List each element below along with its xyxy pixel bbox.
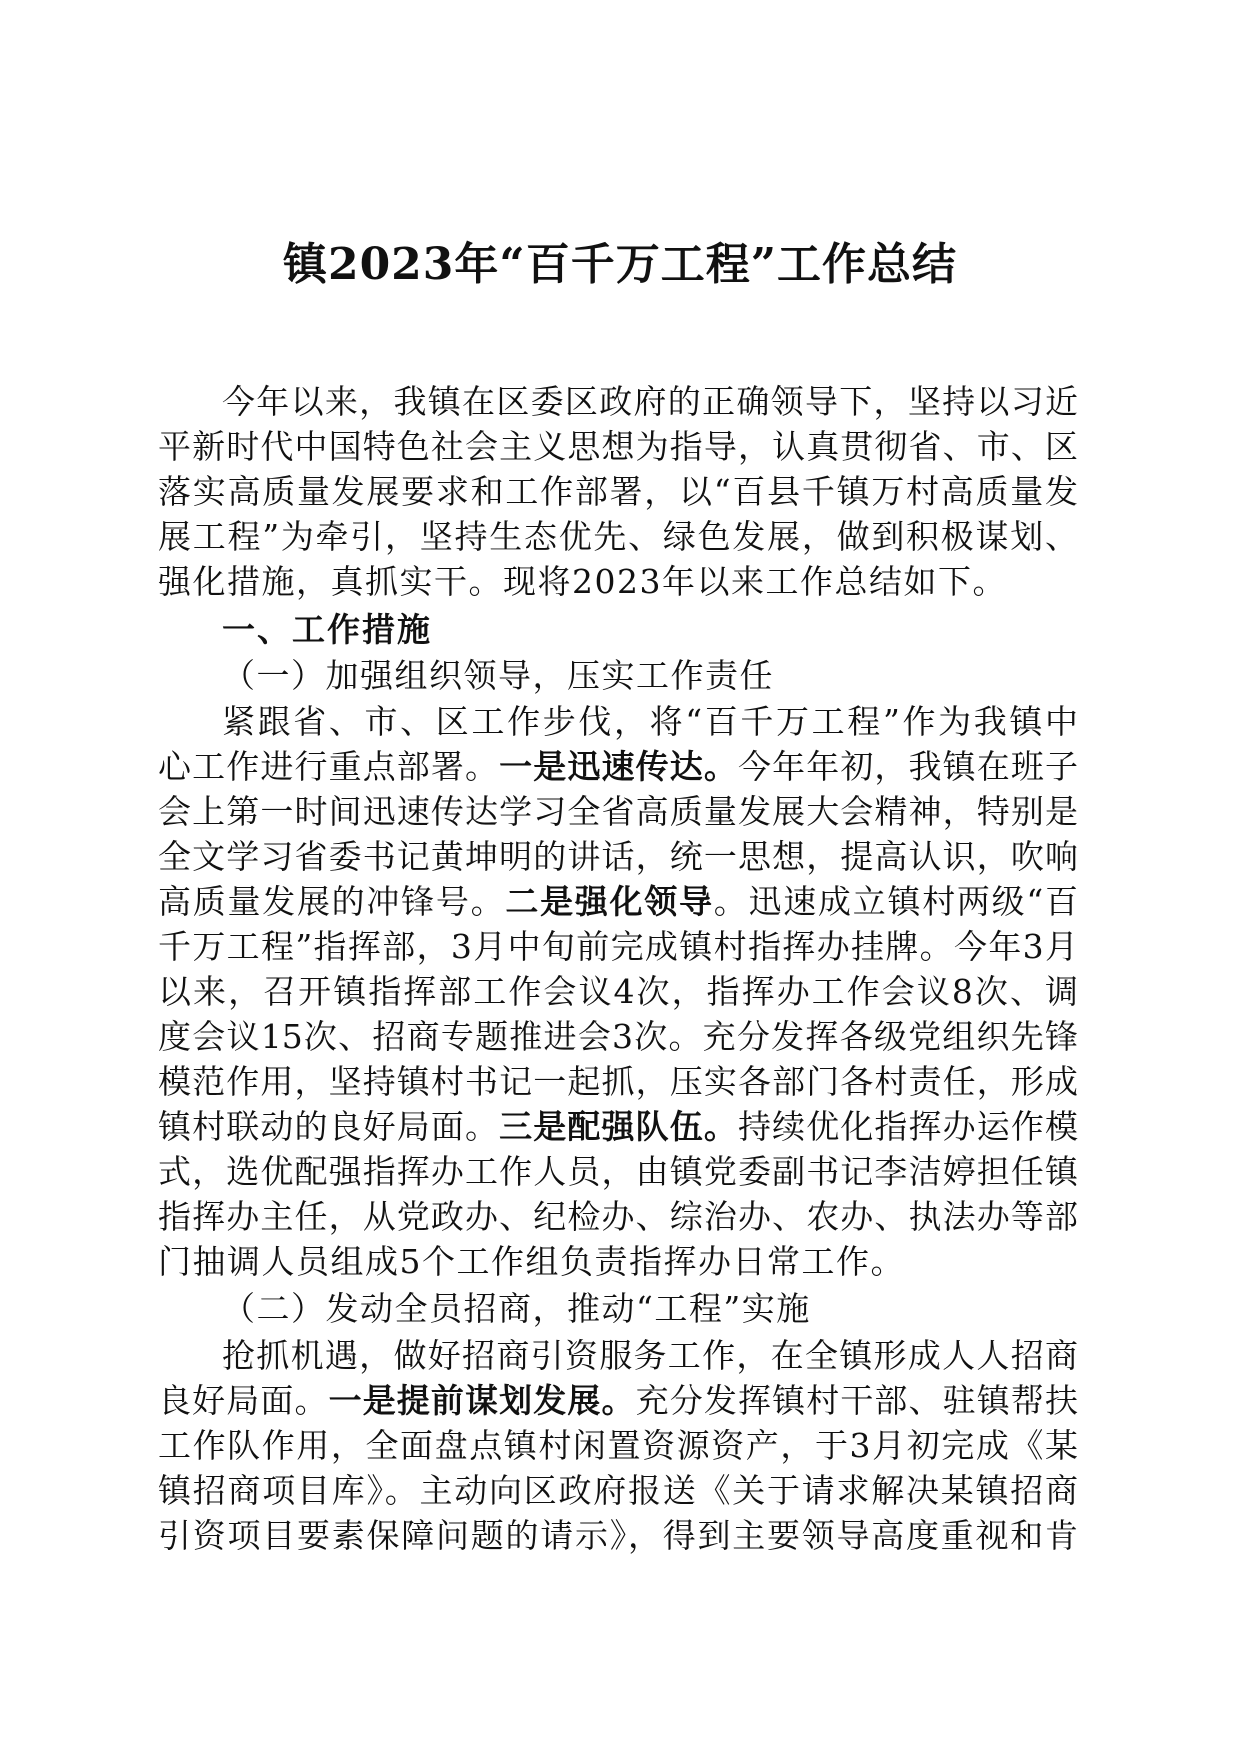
intro-line: 落实高质量发展要求和工作部署，以“百县千镇万村高质量发	[158, 472, 1078, 511]
intro-line: 展工程”为牵引，坚持生态优先、绿色发展，做到积极谋划、	[158, 517, 1078, 556]
paragraph-line	[158, 746, 1078, 788]
paragraph-line: 度会议15次、招商专题推进会3次。充分发挥各级党组织先锋	[158, 1017, 1078, 1056]
page-title: 镇2023年“百千万工程”工作总结	[282, 239, 958, 290]
paragraph-line: 全文学习省委书记黄坤明的讲话，统一思想，提高认识，吹响	[158, 837, 1078, 876]
paragraph-line	[158, 881, 1078, 923]
text-run: 今年年初，我镇在班子	[737, 747, 1079, 786]
bold-keyword: 一是提前谋划发展。	[328, 1381, 636, 1420]
subsection-heading: （一）加强组织领导，压实工作责任	[222, 656, 774, 695]
bold-keyword: 二是强化领导	[505, 882, 714, 921]
paragraph-line: 千万工程”指挥部，3月中旬前完成镇村指挥办挂牌。今年3月	[158, 927, 1078, 966]
text-run: 持续优化指挥办运作模	[737, 1107, 1079, 1146]
text-run: 充分发挥镇村干部、驻镇帮扶	[635, 1381, 1079, 1420]
paragraph-line: 会上第一时间迅速传达学习全省高质量发展大会精神，特别是	[158, 792, 1078, 831]
paragraph-line: 工作队作用，全面盘点镇村闲置资源资产，于3月初完成《某	[158, 1426, 1078, 1465]
paragraph-line: 门抽调人员组成5个工作组负责指挥办日常工作。	[158, 1242, 905, 1281]
paragraph-line: 抢抓机遇，做好招商引资服务工作，在全镇形成人人招商	[222, 1336, 1078, 1375]
paragraph-line: 镇招商项目库》。主动向区政府报送《关于请求解决某镇招商	[158, 1471, 1078, 1510]
text-run: 良好局面。	[158, 1381, 329, 1420]
section-heading: 一、工作措施	[222, 610, 432, 649]
paragraph-line: 引资项目要素保障问题的请示》，得到主要领导高度重视和肯	[158, 1516, 1078, 1555]
intro-line: 强化措施，真抓实干。现将2023年以来工作总结如下。	[158, 562, 1007, 601]
paragraph-line: 式，选优配强指挥办工作人员，由镇党委副书记李洁婷担任镇	[158, 1152, 1078, 1191]
text-run: 高质量发展的冲锋号。	[158, 882, 506, 921]
text-run: 心工作进行重点部署。	[158, 747, 500, 786]
intro-line: 今年以来，我镇在区委区政府的正确领导下，坚持以习近	[222, 382, 1078, 421]
subsection-heading: （二）发动全员招商，推动“工程”实施	[222, 1289, 811, 1328]
bold-keyword: 三是配强队伍。	[499, 1107, 738, 1146]
intro-line: 平新时代中国特色社会主义思想为指导，认真贯彻省、市、区	[158, 427, 1078, 466]
paragraph-line: 以来，召开镇指挥部工作会议4次，指挥办工作会议8次、调	[158, 972, 1078, 1011]
paragraph-line	[158, 1106, 1078, 1148]
text-run: 镇村联动的良好局面。	[158, 1107, 500, 1146]
paragraph-line: 指挥办主任，从党政办、纪检办、综治办、农办、执法办等部	[158, 1197, 1078, 1236]
text-run: 。迅速成立镇村两级“百	[713, 882, 1079, 921]
paragraph-line	[158, 1380, 1078, 1422]
bold-keyword: 一是迅速传达。	[499, 747, 738, 786]
paragraph-line: 模范作用，坚持镇村书记一起抓，压实各部门各村责任，形成	[158, 1062, 1078, 1101]
paragraph-line: 紧跟省、市、区工作步伐，将“百千万工程”作为我镇中	[222, 702, 1078, 741]
